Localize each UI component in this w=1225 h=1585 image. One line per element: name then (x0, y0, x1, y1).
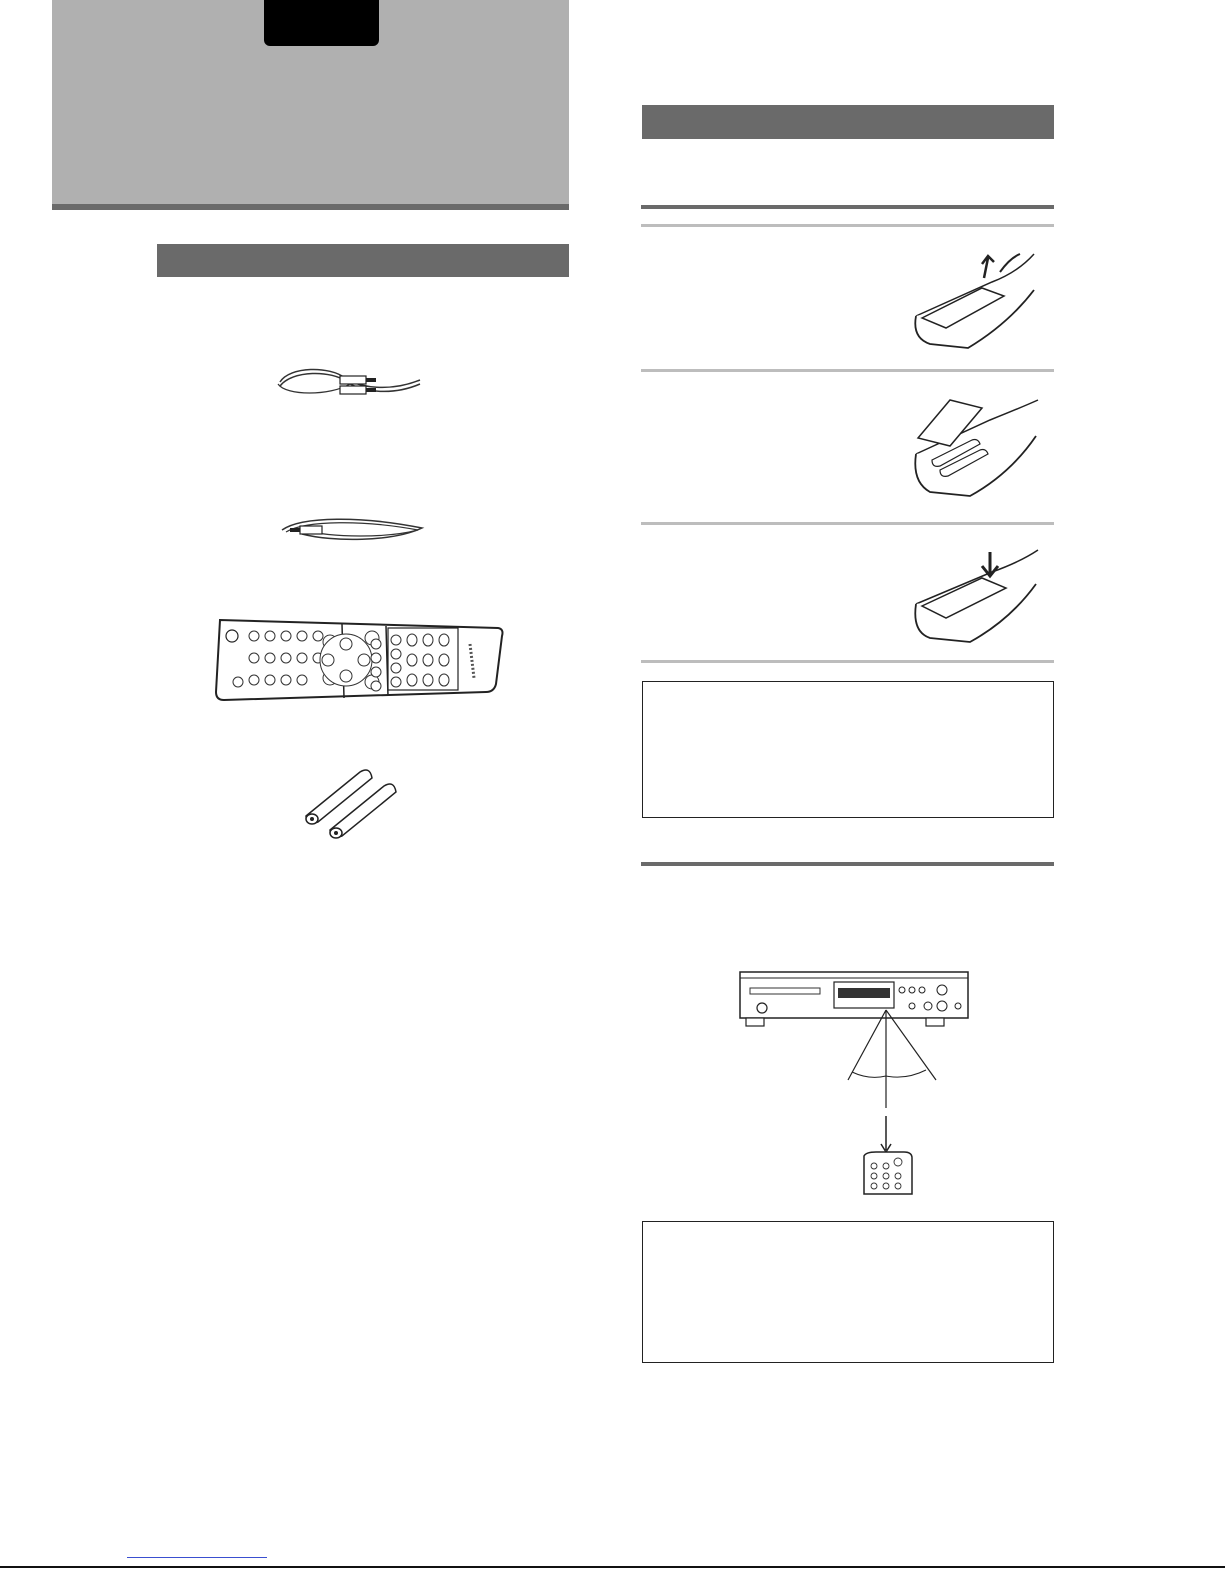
range-note-box (642, 1221, 1054, 1363)
index-tab (264, 0, 379, 46)
remote-heading-bar (642, 105, 1054, 139)
footer-rule (0, 1566, 1225, 1568)
operating-range-rule (641, 862, 1054, 866)
remote-open-cover-illustration (908, 244, 1038, 354)
step-divider (641, 224, 1054, 227)
step-divider (641, 522, 1054, 525)
audio-cable-illustration (270, 362, 430, 402)
accessories-heading-bar (157, 244, 569, 277)
batteries-illustration (300, 764, 400, 838)
footer-link-underline[interactable] (127, 1557, 267, 1558)
remote-control-illustration (212, 614, 504, 704)
remote-insert-batteries-illustration (910, 392, 1040, 504)
chapter-header-rule (52, 204, 569, 210)
remote-operating-range-diagram (736, 968, 972, 1198)
step-divider (641, 369, 1054, 372)
battery-note-box (642, 681, 1054, 818)
remote-close-cover-illustration (910, 544, 1040, 648)
digital-cable-illustration (272, 512, 432, 546)
step-divider (641, 660, 1054, 663)
battery-section-rule (641, 205, 1054, 209)
